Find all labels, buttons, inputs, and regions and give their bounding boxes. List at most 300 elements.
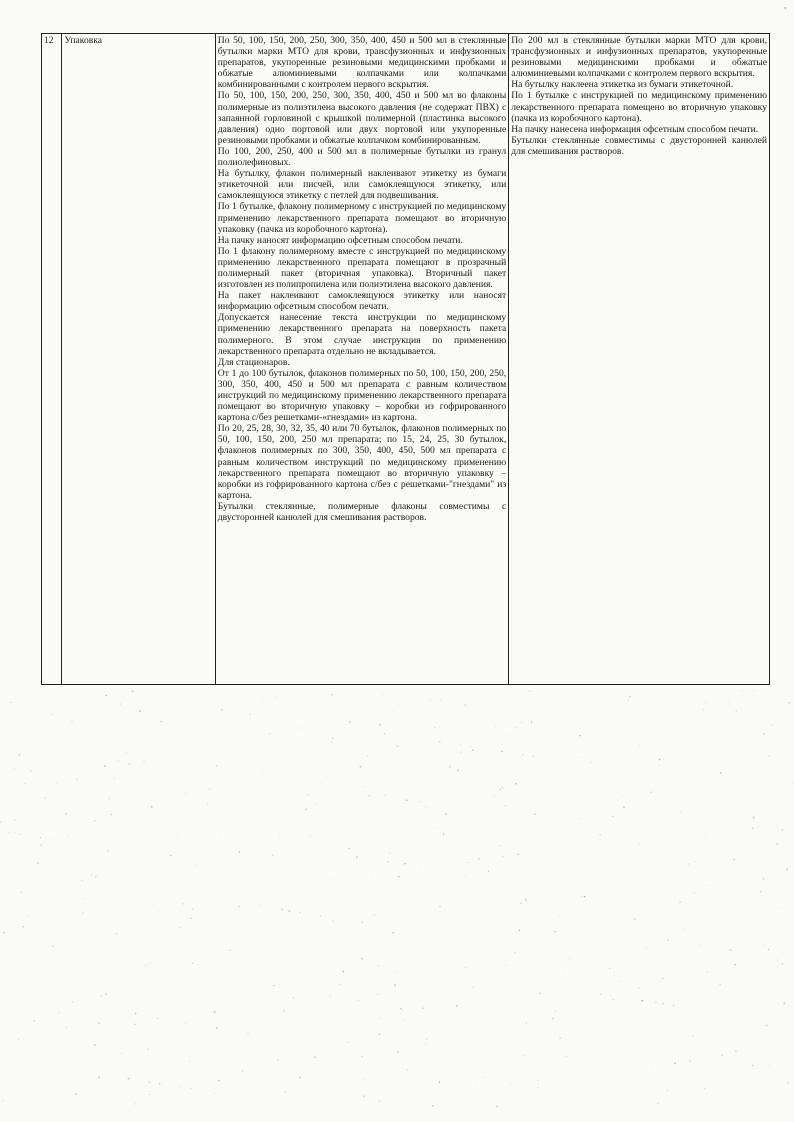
scan-speck — [524, 1055, 525, 1056]
scan-speck — [189, 1061, 190, 1062]
scan-speck — [400, 1008, 401, 1009]
scan-speck — [40, 837, 41, 838]
scan-speck — [192, 909, 193, 910]
scan-speck — [758, 826, 759, 827]
scan-speck — [52, 945, 54, 947]
scan-speck — [783, 1003, 785, 1005]
scan-speck — [379, 724, 381, 726]
scan-speck — [378, 965, 379, 966]
scan-speck — [673, 1005, 674, 1006]
scan-speck — [519, 693, 520, 694]
scan-speck — [476, 1085, 477, 1086]
scan-speck — [389, 853, 390, 854]
scan-speck — [612, 999, 613, 1000]
scan-speck — [377, 994, 378, 995]
scan-speck — [641, 1000, 643, 1002]
scan-speck — [617, 800, 618, 801]
scan-speck — [728, 702, 729, 703]
scan-speck — [637, 863, 638, 864]
scan-speck — [379, 1034, 380, 1035]
scan-speck — [281, 909, 282, 910]
scan-speck — [242, 1071, 243, 1072]
scan-speck — [471, 746, 472, 747]
scan-speck — [634, 918, 636, 920]
scan-speck — [68, 835, 69, 836]
scan-speck — [364, 1079, 365, 1080]
scan-speck — [654, 1016, 655, 1017]
scan-speck — [128, 1078, 130, 1080]
scan-speck — [736, 716, 737, 717]
scan-speck — [148, 1049, 149, 1050]
scan-speck — [575, 824, 576, 825]
scan-speck — [777, 692, 778, 693]
scan-speck — [735, 1051, 737, 1053]
scan-speck — [531, 691, 532, 692]
scan-speck — [496, 1106, 498, 1108]
scan-speck — [37, 862, 38, 863]
scan-speck — [569, 958, 570, 959]
scan-speck — [247, 1033, 248, 1034]
scan-speck — [159, 1083, 160, 1084]
scan-speck — [33, 1020, 35, 1022]
scan-speck — [689, 1061, 690, 1062]
paragraph: Допускается нанесение текста инструкции по медицинскому применению лекарственного препарата на поверхность пакета полимерного. В этом случае инструкция по применению лекарственного препарата отдельно не вкладывается. — [217, 312, 507, 357]
scan-speck — [706, 702, 707, 703]
scan-speck — [233, 1109, 234, 1110]
scan-speck — [584, 896, 586, 898]
paragraph: По 50, 100, 150, 200, 250, 300, 350, 400, 450 и 500 мл во флаконы полимерные из полиэтилена высокого давления (не содержат ПВХ) с запаянной горловиной с крышкой полимерной (пластинка высокого давления) одно портовой или двух портовой или укупоренные резиновыми пробками и обжатые колпачком комбинированным. — [217, 90, 507, 146]
scan-speck — [439, 906, 441, 908]
scan-speck — [52, 714, 53, 715]
scan-speck — [554, 1033, 555, 1034]
scan-speck — [321, 783, 322, 784]
scan-speck — [771, 724, 773, 726]
scan-speck — [566, 873, 567, 874]
scan-speck — [234, 776, 235, 777]
scan-speck — [146, 966, 147, 967]
scan-speck — [15, 819, 16, 820]
scan-speck — [117, 760, 118, 761]
scan-speck — [460, 744, 461, 745]
scan-speck — [730, 949, 732, 951]
scan-speck — [132, 690, 134, 692]
scan-speck — [761, 906, 762, 907]
scan-speck — [207, 803, 208, 804]
scan-speck — [392, 711, 393, 712]
scan-speck — [454, 928, 455, 929]
scan-speck — [362, 1056, 363, 1057]
scan-speck — [98, 1022, 100, 1024]
scan-speck — [219, 838, 220, 839]
scan-speck — [274, 985, 275, 986]
scan-speck — [245, 888, 246, 889]
scan-speck — [694, 862, 695, 863]
scan-speck — [253, 1074, 254, 1075]
scan-speck — [364, 786, 365, 787]
scan-speck — [249, 714, 250, 715]
scan-speck — [706, 885, 707, 886]
scan-speck — [760, 891, 762, 893]
scan-speck — [349, 721, 351, 723]
paragraph: Бутылки стеклянные, полимерные флаконы совместимы с двусторонней канюлей для смешивания растворов. — [217, 500, 507, 524]
scan-speck — [420, 801, 421, 802]
scan-speck — [499, 789, 501, 791]
scan-speck — [379, 864, 380, 865]
scan-speck — [94, 769, 95, 770]
scan-speck — [388, 813, 389, 814]
scan-speck — [754, 690, 755, 691]
scan-speck — [185, 1023, 186, 1024]
scan-speck — [609, 968, 610, 969]
scan-speck — [149, 1094, 150, 1095]
scan-speck — [357, 1052, 358, 1053]
scan-speck — [720, 772, 722, 774]
scan-speck — [126, 752, 127, 753]
scan-speck — [443, 833, 444, 834]
scan-speck — [627, 747, 628, 748]
scan-speck — [361, 922, 363, 924]
scan-speck — [289, 910, 290, 911]
scan-speck — [766, 1025, 768, 1027]
scan-speck — [763, 945, 764, 946]
scan-speck — [426, 807, 427, 808]
scan-speck — [736, 710, 737, 711]
scan-speck — [379, 1100, 381, 1102]
scan-speck — [336, 836, 337, 837]
scan-speck — [522, 1057, 523, 1058]
scan-speck — [534, 814, 536, 816]
scan-speck — [502, 856, 504, 858]
scan-speck — [392, 932, 394, 934]
scan-speck — [495, 726, 496, 727]
scan-speck — [10, 793, 11, 794]
scan-speck — [612, 816, 613, 817]
scan-speck — [314, 771, 315, 772]
scan-speck — [197, 892, 198, 893]
scan-speck — [15, 832, 16, 833]
scan-speck — [414, 784, 415, 785]
scan-speck — [190, 918, 191, 919]
scan-speck — [293, 997, 294, 998]
scan-speck — [659, 759, 661, 761]
scan-speck — [19, 834, 20, 835]
scan-speck — [45, 993, 46, 994]
scan-speck — [2, 1100, 3, 1101]
scan-speck — [525, 899, 527, 901]
scan-speck — [8, 832, 9, 833]
scan-speck — [719, 984, 721, 986]
scan-speck — [465, 875, 466, 876]
scan-speck — [358, 1000, 359, 1001]
scan-speck — [272, 855, 273, 856]
scan-speck — [674, 1063, 676, 1065]
scan-speck — [279, 837, 280, 838]
scan-speck — [705, 834, 706, 835]
scan-speck — [704, 1088, 705, 1089]
scan-speck — [564, 973, 565, 974]
scan-speck — [91, 874, 92, 875]
scan-speck — [91, 782, 92, 783]
scan-speck — [430, 700, 431, 701]
scan-speck — [30, 770, 32, 772]
table-row — [42, 34, 770, 685]
scan-speck — [135, 1103, 136, 1104]
scan-speck — [180, 1086, 181, 1087]
scan-speck — [11, 702, 12, 703]
scan-speck — [238, 906, 239, 907]
scan-speck — [104, 765, 106, 767]
scan-speck — [394, 984, 396, 986]
scan-speck — [384, 733, 385, 734]
scan-speck — [515, 783, 517, 785]
scan-speck — [722, 1006, 723, 1007]
scan-speck — [208, 988, 209, 989]
scan-speck — [72, 1001, 74, 1003]
scan-speck — [434, 828, 435, 829]
scan-speck — [629, 696, 631, 698]
scan-speck — [192, 963, 193, 964]
scan-speck — [611, 995, 612, 996]
scan-speck — [568, 725, 569, 726]
scan-speck — [384, 795, 385, 796]
scan-speck — [41, 844, 42, 845]
paragraph: От 1 до 100 бутылок, флаконов полимерных по 50, 100, 150, 200, 250, 300, 350, 400, 450 и 500 мл препарата с равным количеством инструкций по медицинскому применению лекарственного препарата помещают во вторичную упаковку – коробки из гофрированного картона с/без решетками-«гнездами» из картона. — [217, 367, 507, 424]
scan-speck — [514, 951, 516, 953]
scan-speck — [680, 811, 681, 812]
paragraph: На пачку нанесена информация офсетным способом печати. — [511, 123, 759, 135]
scan-speck — [754, 1007, 755, 1008]
scan-speck — [135, 1013, 137, 1015]
scan-speck — [201, 731, 202, 732]
scan-speck — [419, 1086, 420, 1087]
paragraph: По 1 бутылке, флакону полимерному с инструкцией по медицинскому применению лекарственного препарата помещают во вторичную упаковку (пачка из коробочного картона). — [217, 201, 507, 235]
scan-speck — [333, 879, 334, 880]
scan-speck — [719, 1026, 720, 1027]
scan-speck — [151, 806, 153, 808]
scan-speck — [368, 795, 370, 797]
scan-speck — [23, 926, 24, 927]
scan-speck — [163, 987, 164, 988]
scan-speck — [14, 769, 15, 770]
scan-speck — [657, 1103, 659, 1105]
scan-speck — [111, 814, 112, 815]
scan-speck — [494, 796, 495, 797]
scan-speck — [143, 761, 145, 763]
scan-speck — [65, 750, 66, 751]
scan-speck — [682, 1028, 683, 1029]
scan-speck — [449, 766, 451, 768]
scan-speck — [522, 754, 523, 755]
scan-speck — [82, 912, 84, 914]
scan-speck — [582, 757, 583, 758]
scan-speck — [768, 1065, 769, 1066]
scan-speck — [761, 983, 762, 984]
scan-speck — [5, 771, 6, 772]
scan-speck — [374, 914, 375, 915]
scan-speck — [397, 745, 399, 747]
scan-speck — [75, 1093, 77, 1095]
scan-speck — [332, 920, 333, 921]
scan-speck — [662, 1003, 663, 1004]
paragraph: Бутылки стеклянные совместимы с двусторонней канюлей для смешивания растворов. — [511, 134, 767, 157]
scan-speck — [121, 1053, 122, 1054]
scan-speck — [185, 822, 186, 823]
scan-speck — [120, 704, 121, 705]
scan-speck — [628, 700, 629, 701]
scan-speck — [768, 949, 769, 950]
scan-speck — [45, 797, 46, 798]
scan-speck — [559, 915, 560, 916]
scan-speck — [632, 980, 633, 981]
scan-speck — [148, 964, 149, 965]
scan-speck — [85, 898, 86, 899]
scan-speck — [263, 770, 264, 771]
scan-speck — [772, 828, 773, 829]
scan-speck — [501, 751, 503, 753]
scan-speck — [652, 1069, 653, 1070]
scan-speck — [301, 727, 302, 728]
scan-speck — [95, 820, 96, 821]
scan-speck — [50, 839, 51, 840]
scan-speck — [515, 727, 516, 728]
scan-speck — [71, 721, 73, 723]
scan-speck — [769, 1049, 770, 1050]
scan-speck — [157, 1018, 158, 1019]
scan-speck — [389, 925, 390, 926]
scan-speck — [552, 1018, 554, 1020]
scan-speck — [521, 722, 522, 723]
scan-speck — [352, 902, 353, 903]
scan-speck — [674, 703, 675, 704]
scan-speck — [422, 1008, 423, 1009]
scan-speck — [692, 1035, 693, 1036]
scan-speck — [792, 782, 793, 783]
scan-speck — [286, 795, 287, 796]
row-name: Упаковка — [62, 34, 215, 685]
scan-speck — [58, 1012, 59, 1013]
scan-speck — [505, 965, 506, 966]
column-4-cell — [509, 34, 770, 685]
scan-speck — [308, 794, 309, 795]
scan-speck — [505, 805, 506, 806]
scan-speck — [260, 904, 261, 905]
column-3-cell — [215, 34, 508, 685]
scan-speck — [218, 1080, 219, 1081]
scan-speck — [232, 742, 233, 743]
scan-speck — [149, 1081, 150, 1082]
scan-speck — [216, 1027, 218, 1029]
scan-speck — [208, 1084, 209, 1085]
scan-speck — [214, 1011, 216, 1013]
scan-speck — [707, 972, 708, 973]
scan-speck — [305, 809, 307, 811]
scan-speck — [774, 764, 775, 765]
scan-speck — [579, 735, 581, 737]
scan-speck — [258, 888, 259, 889]
corner-mark: ' — [784, 6, 786, 17]
paragraph: По 20, 25, 28, 30, 32, 35, 40 или 70 бутылок, флаконов полимерных по 50, 100, 150, 200, 250 мл препарата; по 15, 24, 25, 30 бутылок, флаконов полимерных по 300, 350, 400, 450, 500 мл препарата с равным количеством инструкций по медицинскому применению лекарственного препарата помещают во вторичную упаковку – коробки из гофрированного картона с/без с решетками-"гнездами" из картона. — [217, 423, 507, 501]
scan-speck — [777, 843, 778, 844]
scan-speck — [500, 845, 501, 846]
scan-speck — [105, 695, 107, 697]
scan-speck — [779, 884, 780, 885]
scan-speck — [123, 941, 124, 942]
scan-speck — [599, 834, 600, 835]
scan-speck — [60, 736, 61, 737]
scan-speck — [600, 994, 601, 995]
paragraph: На бутылку наклеена этикетка из бумаги этикеточной. — [511, 79, 734, 91]
scan-speck — [481, 967, 482, 968]
scan-speck — [65, 813, 67, 815]
scan-speck — [432, 1105, 433, 1106]
scan-speck — [403, 1019, 404, 1020]
scan-speck — [161, 721, 163, 723]
scan-speck — [19, 754, 20, 755]
scan-speck — [363, 1095, 365, 1097]
scan-speck — [89, 827, 90, 828]
scan-speck — [195, 865, 196, 866]
scan-speck — [639, 843, 640, 844]
scan-speck — [465, 967, 466, 968]
scan-speck — [533, 756, 534, 757]
scan-speck — [407, 1069, 409, 1071]
scan-speck — [351, 920, 352, 921]
scan-speck — [559, 696, 560, 697]
scan-speck — [215, 1093, 216, 1094]
scan-speck — [45, 774, 46, 775]
scan-speck — [239, 851, 241, 853]
scan-speck — [110, 758, 111, 759]
scan-speck — [439, 741, 440, 742]
scan-speck — [778, 907, 779, 908]
scan-speck — [341, 718, 342, 719]
scan-speck — [310, 836, 311, 837]
scan-speck — [488, 871, 489, 872]
scan-speck — [619, 981, 620, 982]
scan-speck — [769, 755, 770, 756]
paragraph: По 100, 200, 250, 400 и 500 мл в полимерные бутылки из гранул полиолефиновых. — [217, 145, 507, 169]
scan-speck — [348, 848, 349, 849]
scan-speck — [775, 1103, 776, 1104]
paragraph: На пакет наклеивают самоклеящуюся этикетку или наносят информацию офсетным способом печати. — [217, 290, 507, 313]
scan-speck — [277, 1059, 279, 1061]
scan-speck — [703, 709, 704, 710]
scan-speck — [56, 783, 57, 784]
paragraph: Для стационаров. — [217, 356, 290, 368]
scan-speck — [139, 710, 141, 712]
scan-speck — [262, 701, 263, 702]
scan-speck — [501, 787, 503, 789]
scan-speck — [659, 764, 660, 765]
scan-speck — [116, 933, 117, 934]
scan-speck — [710, 928, 711, 929]
scan-speck — [632, 999, 633, 1000]
scan-speck — [94, 1044, 96, 1046]
scan-speck — [27, 915, 28, 916]
scan-speck — [18, 1039, 19, 1040]
scan-speck — [752, 828, 753, 829]
scan-speck — [456, 1005, 458, 1007]
scan-speck — [283, 1010, 285, 1012]
paragraph: По 50, 100, 150, 200, 250, 300, 350, 400, 450 и 500 мл в стеклянные бутылки марки МТО для крови, трансфузионных и инфузионных препаратов, укупоренные резиновыми медицинскими пробками и обжатые алюминиевыми колпачками или колпачками комбинированными с контролем первого вскрытия. — [217, 35, 507, 91]
scan-speck — [537, 1080, 538, 1081]
scan-speck — [566, 1056, 567, 1057]
scan-speck — [98, 1077, 99, 1078]
scan-speck — [439, 1081, 440, 1082]
scan-speck — [662, 978, 663, 979]
scan-speck — [590, 762, 591, 763]
scan-speck — [145, 1020, 146, 1021]
